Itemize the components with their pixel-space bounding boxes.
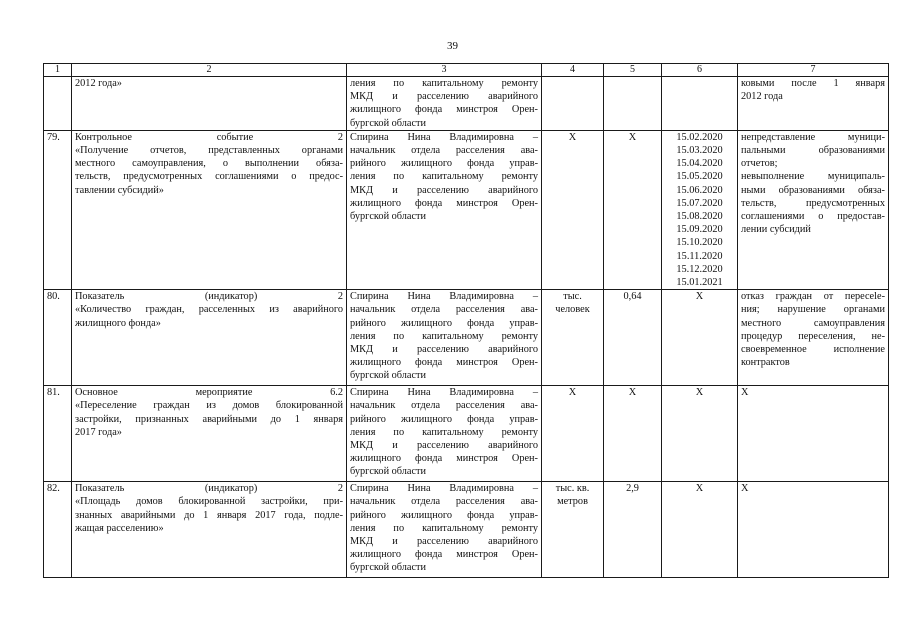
column-header: 5 (604, 64, 662, 77)
cell-text-line: МКД и расселению аварийного (350, 536, 538, 548)
cell-text-line: невыполнение муниципаль- (741, 171, 885, 183)
column-header: 3 (347, 64, 542, 77)
row-number: 79. (44, 130, 72, 289)
cell-text-line: МКД и расселению аварийного (350, 91, 538, 103)
cell-text-line: рийного жилищного фонда управ- (350, 158, 538, 170)
risk-cell (738, 290, 889, 386)
row-number: 82. (44, 482, 72, 578)
value-cell: 2,9 (604, 482, 662, 578)
cell-text-line: местного самоуправления (741, 317, 885, 329)
column-header: 2 (72, 64, 347, 77)
column-header: 7 (738, 64, 889, 77)
cell-text-line: МКД и расселению аварийного (350, 344, 538, 356)
unit-cell: тыс. человек (542, 290, 604, 386)
responsible-person (347, 77, 542, 131)
risk-cell (738, 77, 889, 131)
cell-text-line: бургской области (350, 466, 427, 478)
cell-text-line: Спирина Нина Владимировна – (350, 291, 538, 303)
table-row (44, 482, 889, 578)
cell-text-line: 2012 года» (75, 78, 122, 89)
cell-text-line: тавлении субсидий» (75, 184, 164, 196)
table-row (44, 386, 889, 482)
cell-text-line: Спирина Нина Владимировна – (350, 387, 538, 399)
cell-text-line: рийного жилищного фонда управ- (350, 509, 538, 521)
cell-text-line: 15.11.2020 (676, 250, 723, 262)
unit-cell: X (542, 386, 604, 482)
cell-text-line: знанных аварийными до 1 января 2017 года, подле- (75, 509, 343, 521)
cell-text-line: 15.05.2020 (676, 171, 723, 183)
event-description (72, 386, 347, 482)
table-row (44, 130, 889, 289)
cell-text-line: ления по капитальному ремонту (350, 426, 538, 438)
row-number: 80. (44, 290, 72, 386)
cell-text-line: застройки, признанных аварийными до 1 января (75, 413, 343, 425)
row-number (44, 77, 72, 131)
row-number: 81. (44, 386, 72, 482)
cell-text-line: Спирина Нина Владимировна – (350, 131, 538, 143)
cell-text-line: 2012 года (741, 91, 783, 103)
responsible-person (347, 386, 542, 482)
cell-text-line: жащая расселению» (75, 522, 164, 534)
cell-text-line: ния; нарушение органами (741, 304, 885, 316)
cell-text-line: жилищного фонда минстроя Орен- (350, 357, 538, 369)
table-row (44, 77, 889, 131)
cell-text-line: Спирина Нина Владимировна – (350, 483, 538, 495)
deadline-cell (662, 290, 738, 386)
cell-text-line: 15.07.2020 (676, 197, 723, 209)
cell-text-line: «Переселение граждан из домов блокированной (75, 400, 343, 412)
value-cell: 0,64 (604, 290, 662, 386)
cell-text-line: бургской области (350, 562, 427, 574)
unit-cell: X (542, 130, 604, 289)
cell-text-line: ления по капитальному ремонту (350, 330, 538, 342)
cell-text-line: жилищного фонда» (75, 317, 161, 329)
cell-text-line: Показатель (индикатор) 2 (75, 291, 343, 303)
cell-text-line: бургской области (350, 211, 427, 223)
cell-text-line: рийного жилищного фонда управ- (350, 413, 538, 425)
cell-text-line: X (741, 483, 749, 495)
risk-cell (738, 130, 889, 289)
cell-text-line: МКД и расселению аварийного (350, 440, 538, 452)
unit-cell: тыс. кв. метров (542, 482, 604, 578)
cell-text-line: своевременное исполнение (741, 344, 885, 356)
responsible-person (347, 290, 542, 386)
cell-text-line: 15.08.2020 (676, 211, 723, 223)
cell-text-line: ковыми после 1 января (741, 78, 885, 89)
cell-text-line: отказ граждан от пересele- (741, 291, 885, 303)
deadline-cell (662, 77, 738, 131)
value-cell (604, 77, 662, 131)
cell-text-line: начальник отдела расселения ава- (350, 496, 538, 508)
cell-text-line: местного самоуправления, о выполнении обяза- (75, 158, 343, 170)
cell-text-line: жилищного фонда минстроя Орен- (350, 453, 538, 465)
risk-cell (738, 386, 889, 482)
cell-text-line: 15.01.2021 (676, 277, 723, 289)
cell-text-line: тельств, предусмотренных (741, 197, 885, 209)
unit-cell (542, 77, 604, 131)
cell-text-line: Контрольное событие 2 (75, 131, 343, 143)
cell-text-line: Основное мероприятие 6.2 (75, 387, 343, 399)
cell-text-line: начальник отдела расселения ава- (350, 304, 538, 316)
cell-text-line: МКД и расселению аварийного (350, 184, 538, 196)
cell-text-line: жилищного фонда минстроя Орен- (350, 197, 538, 209)
cell-text-line: X (695, 483, 704, 495)
cell-text-line: соглашениями о предостав- (741, 211, 885, 223)
cell-text-line: начальник отдела расселения ава- (350, 400, 538, 412)
cell-text-line: X (695, 387, 704, 399)
cell-text-line: начальник отдела расселения ава- (350, 145, 538, 157)
cell-text-line: процедур переселения, не- (741, 330, 885, 342)
cell-text-line: рийного жилищного фонда управ- (350, 317, 538, 329)
table-row (44, 290, 889, 386)
cell-text-line: 15.04.2020 (676, 158, 723, 170)
responsible-person (347, 130, 542, 289)
value-cell: X (604, 130, 662, 289)
risk-cell (738, 482, 889, 578)
cell-text-line: 15.10.2020 (676, 237, 723, 249)
cell-text-line: жилищного фонда минстроя Орен- (350, 549, 538, 561)
cell-text-line: X (741, 387, 749, 399)
column-header: 1 (44, 64, 72, 77)
cell-text-line: Показатель (индикатор) 2 (75, 483, 343, 495)
cell-text-line: тельств, предусмотренных соглашениями о предос- (75, 171, 343, 183)
event-description (72, 130, 347, 289)
cell-text-line: ления по капитальному ремонту (350, 171, 538, 183)
value-cell: X (604, 386, 662, 482)
cell-text-line: «Получение отчетов, представленных органами (75, 145, 343, 157)
cell-text-line: 15.03.2020 (676, 145, 723, 157)
event-description (72, 290, 347, 386)
event-description (72, 482, 347, 578)
column-header-row (44, 64, 889, 77)
cell-text-line: 15.12.2020 (676, 263, 723, 275)
column-header: 4 (542, 64, 604, 77)
deadline-cell (662, 482, 738, 578)
page-number: 39 (447, 40, 458, 52)
cell-text-line: 15.09.2020 (676, 224, 723, 236)
cell-text-line: ления по капитальному ремонту (350, 522, 538, 534)
cell-text-line: «Количество граждан, расселенных из аварийного (75, 304, 343, 316)
cell-text-line: 15.02.2020 (676, 131, 723, 143)
column-header: 6 (662, 64, 738, 77)
cell-text-line: ными образованиями обяза- (741, 184, 885, 196)
cell-text-line: X (695, 291, 704, 303)
plan-table (43, 63, 889, 578)
deadline-cell (662, 130, 738, 289)
deadline-cell (662, 386, 738, 482)
cell-text-line: непредставление муници- (741, 131, 885, 143)
responsible-person (347, 482, 542, 578)
cell-text-line: бургской области (350, 370, 427, 382)
cell-text-line: 2017 года» (75, 426, 122, 438)
cell-text-line: бургской области (350, 117, 427, 129)
event-description (72, 77, 347, 131)
cell-text-line: отчетов; (741, 158, 778, 170)
cell-text-line: 15.06.2020 (676, 184, 723, 196)
cell-text-line: жилищного фонда минстроя Орен- (350, 104, 538, 116)
cell-text-line: пальными образованиями (741, 145, 885, 157)
cell-text-line: контрактов (741, 357, 790, 369)
cell-text-line: лении субсидий (741, 224, 811, 236)
cell-text-line: «Площадь домов блокированной застройки, при- (75, 496, 343, 508)
cell-text-line: ления по капитальному ремонту (350, 78, 538, 89)
